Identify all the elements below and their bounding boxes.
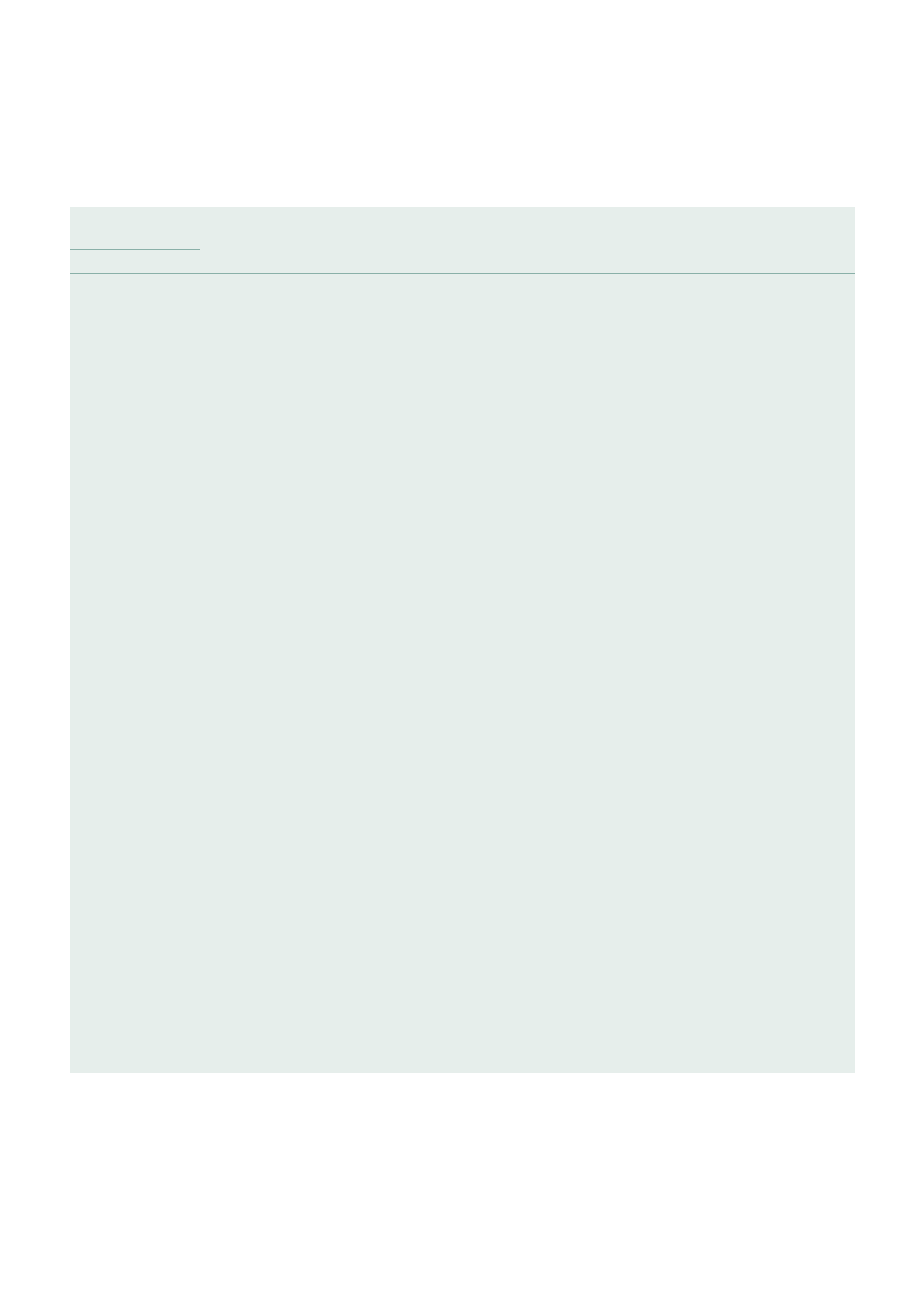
header-rule-rank: [70, 249, 200, 250]
data-table: [70, 207, 855, 1073]
header-rule-bottom: [70, 273, 855, 274]
note-c: [70, 1180, 860, 1199]
note-b: [70, 1141, 860, 1161]
header-gdp-share: [606, 211, 618, 230]
note-a: [70, 1105, 860, 1124]
